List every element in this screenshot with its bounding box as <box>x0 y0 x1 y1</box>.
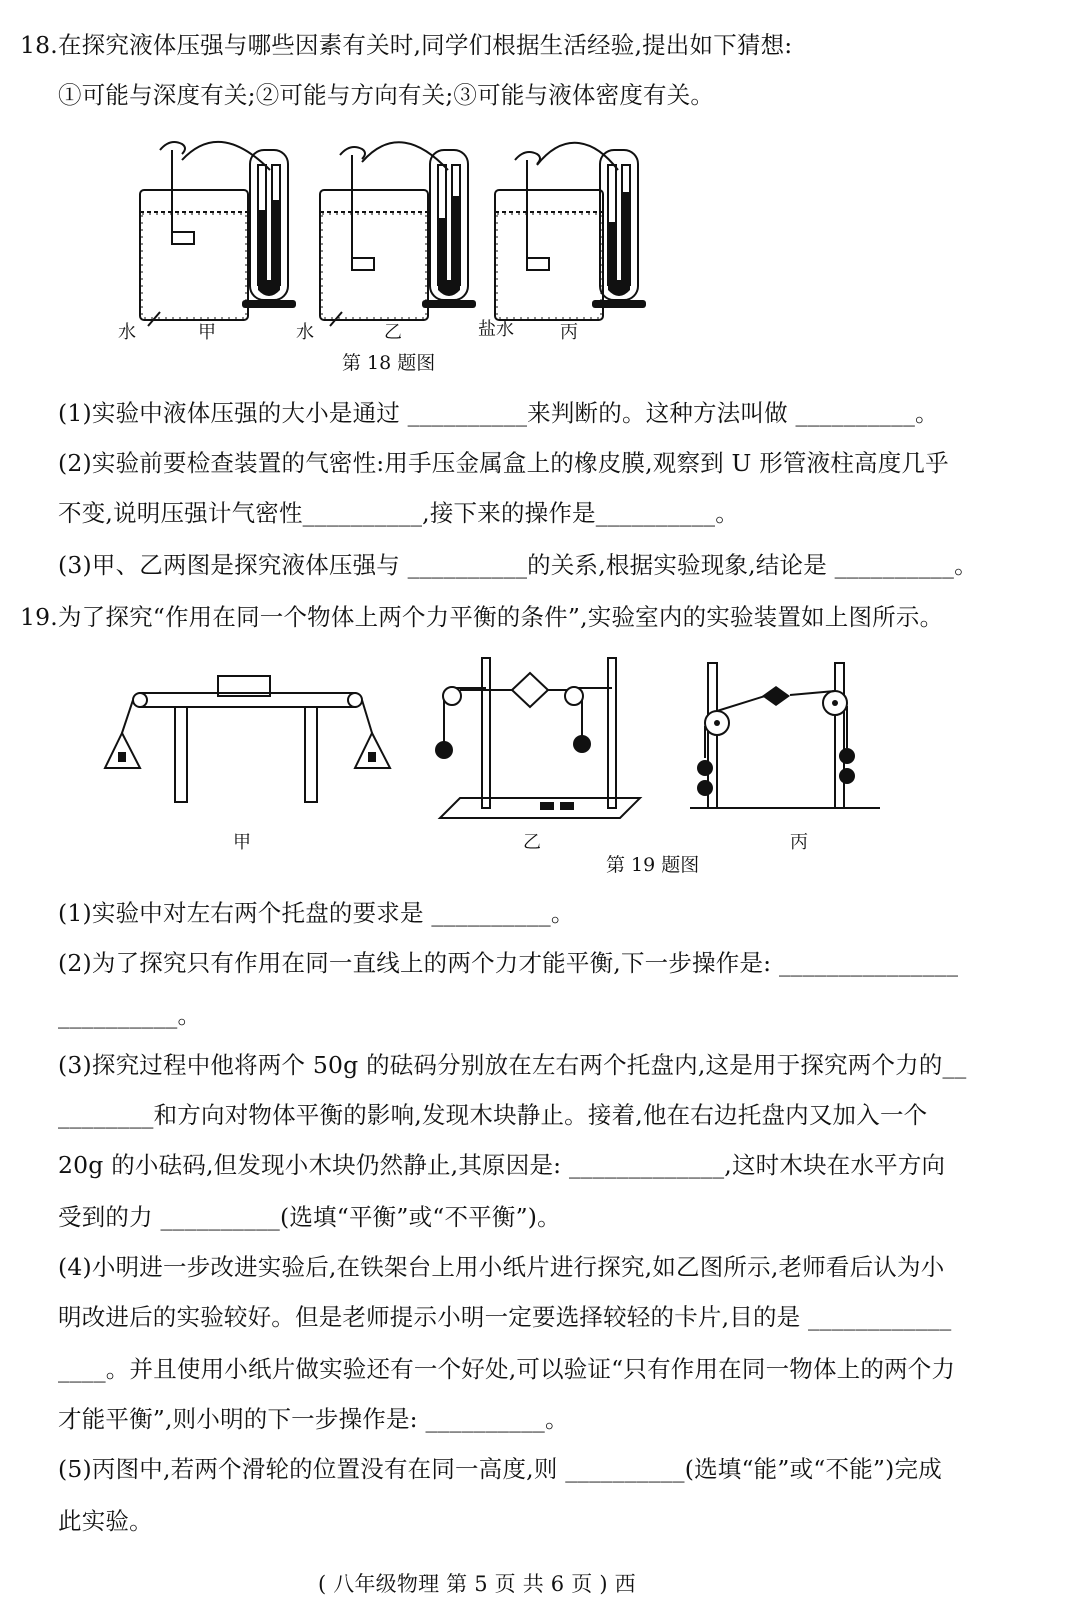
q18-part1: (1)实验中液体压强的大小是通过 __________来判断的。这种方法叫做 __________。 <box>58 399 939 427</box>
q18-guesses: ①可能与深度有关;②可能与方向有关;③可能与液体密度有关。 <box>58 81 715 109</box>
table-apparatus-jia <box>105 676 390 802</box>
q19-part3-line2: ________和方向对物体平衡的影响,发现木块静止。接着,他在右边托盘内又加入一个 <box>58 1101 928 1129</box>
q19-part1: (1)实验中对左右两个托盘的要求是 __________。 <box>58 899 575 927</box>
manometer-yi <box>422 150 476 308</box>
q18-stem: 18.在探究液体压强与哪些因素有关时,同学们根据生活经验,提出如下猜想: <box>20 31 793 59</box>
stand-apparatus-yi <box>435 658 640 818</box>
q18-part2-line1: (2)实验前要检查装置的气密性:用手压金属盒上的橡皮膜,观察到 U 形管液柱高度几乎 <box>58 449 949 477</box>
q18-figure-caption: 第 18 题图 <box>342 352 436 374</box>
label-yi-19: 乙 <box>523 832 541 853</box>
q18-figure <box>130 130 650 340</box>
q19-part5-line2: 此实验。 <box>58 1507 153 1535</box>
q18-part3: (3)甲、乙两图是探究液体压强与 __________的关系,根据实验现象,结论是 __________。 <box>58 551 978 579</box>
label-brine: 盐水 <box>478 319 514 340</box>
q19-part4-line3: ____。并且使用小纸片做实验还有一个好处,可以验证“只有作用在同一物体上的两个力 <box>58 1355 956 1383</box>
q19-part4-line1: (4)小明进一步改进实验后,在铁架台上用小纸片进行探究,如乙图所示,老师看后认为小 <box>58 1253 945 1281</box>
label-yi: 乙 <box>384 322 402 343</box>
label-water-1: 水 <box>118 322 136 343</box>
label-jia-19: 甲 <box>233 832 251 853</box>
q19-part2-line1: (2)为了探究只有作用在同一直线上的两个力才能平衡,下一步操作是: _______________ <box>58 949 959 977</box>
q19-figure-caption: 第 19 题图 <box>606 854 700 876</box>
page-footer: ( 八年级物理 第 5 页 共 6 页 ) 西 <box>318 1572 636 1596</box>
label-jia: 甲 <box>198 322 216 343</box>
q19-part3-line1: (3)探究过程中他将两个 50g 的砝码分别放在左右两个托盘内,这是用于探究两个力的__ <box>58 1051 967 1079</box>
q19-figure <box>100 648 900 838</box>
q19-stem: 19.为了探究“作用在同一个物体上两个力平衡的条件”,实验室内的实验装置如上图所示。 <box>20 603 944 631</box>
q19-part5-line1: (5)丙图中,若两个滑轮的位置没有在同一高度,则 __________(选填“能”或“不能”)完成 <box>58 1455 942 1483</box>
q19-part3-line4: 受到的力 __________(选填“平衡”或“不平衡”)。 <box>58 1203 561 1231</box>
manometer-bing <box>592 150 646 308</box>
pulley-apparatus-bing <box>690 663 880 808</box>
q19-part2-line2: __________。 <box>58 1001 202 1029</box>
label-water-2: 水 <box>296 322 314 343</box>
q19-part3-line3: 20g 的小砝码,但发现小木块仍然静止,其原因是: _____________,这时木块在水平方向 <box>58 1151 946 1179</box>
q18-part2-line2: 不变,说明压强计气密性__________,接下来的操作是__________。 <box>58 499 739 527</box>
label-bing-19: 丙 <box>790 832 808 853</box>
manometer-jia <box>242 150 296 308</box>
q19-part4-line4: 才能平衡”,则小明的下一步操作是: __________。 <box>58 1405 569 1433</box>
q19-part4-line2: 明改进后的实验较好。但是老师提示小明一定要选择较轻的卡片,目的是 ____________ <box>58 1303 952 1331</box>
label-bing: 丙 <box>560 322 578 343</box>
beaker-yi <box>320 142 448 320</box>
